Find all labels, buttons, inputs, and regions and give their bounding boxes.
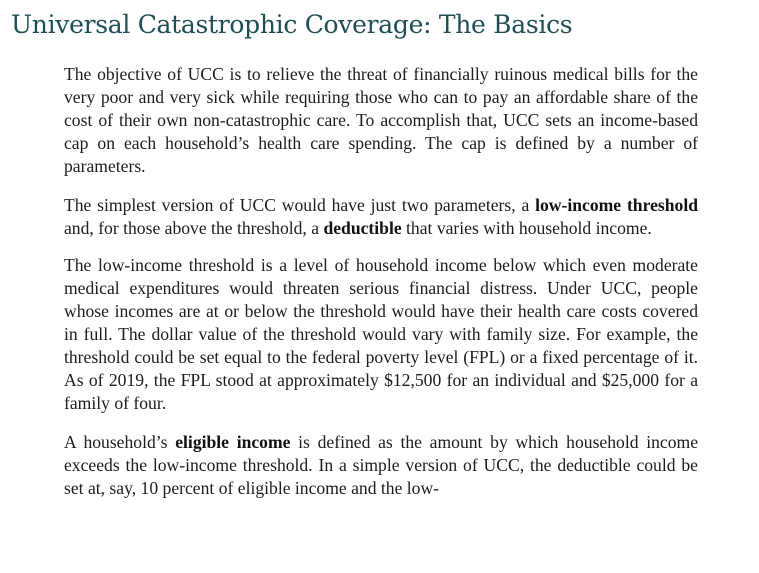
term-deductible: deductible (323, 218, 402, 238)
page-title: Universal Catastrophic Coverage: The Basics (11, 10, 573, 39)
term-low-income-threshold: low-income threshold (535, 195, 698, 215)
paragraph-text: The simplest version of UCC would have just two parameters, a (64, 195, 536, 215)
paragraph-objective: The objective of UCC is to relieve the threat of financially ruinous medical bills for the very poor and very sick while requiring those who can to pay an affordable share of the cost of their own non-catastrophic care. To accomplish that, UCC sets an income-based cap on each household’s health care spending. The cap is defined by a number of parameters. (64, 64, 698, 176)
paragraph-parameters (64, 194, 698, 240)
term-eligible-income: eligible income (175, 432, 291, 452)
paragraph-eligible-income (64, 431, 698, 500)
paragraph-text: A household’s (64, 432, 176, 452)
paragraph-text: is defined as the amount by which household income exceeds the low-income threshold. In a simple version of UCC, the deductible could be set at, say, 10 percent of eligible income and the low- (64, 432, 698, 498)
paragraph-text: that varies with household income. (401, 218, 652, 238)
article-body (64, 63, 698, 516)
paragraph-threshold: The low-income threshold is a level of household income below which even moderate medical expenditures would threaten serious financial distress. Under UCC, people whose incomes are at or below the threshold would have their health care costs covered in full. The dollar value of the threshold would vary with family size. For example, the threshold could be set equal to the federal poverty level (FPL) or a fixed percentage of it. As of 2019, the FPL stood at approximately $12,500 for an individual and $25,000 for a family of four. (64, 255, 698, 413)
paragraph-text: and, for those above the threshold, a (64, 218, 324, 238)
